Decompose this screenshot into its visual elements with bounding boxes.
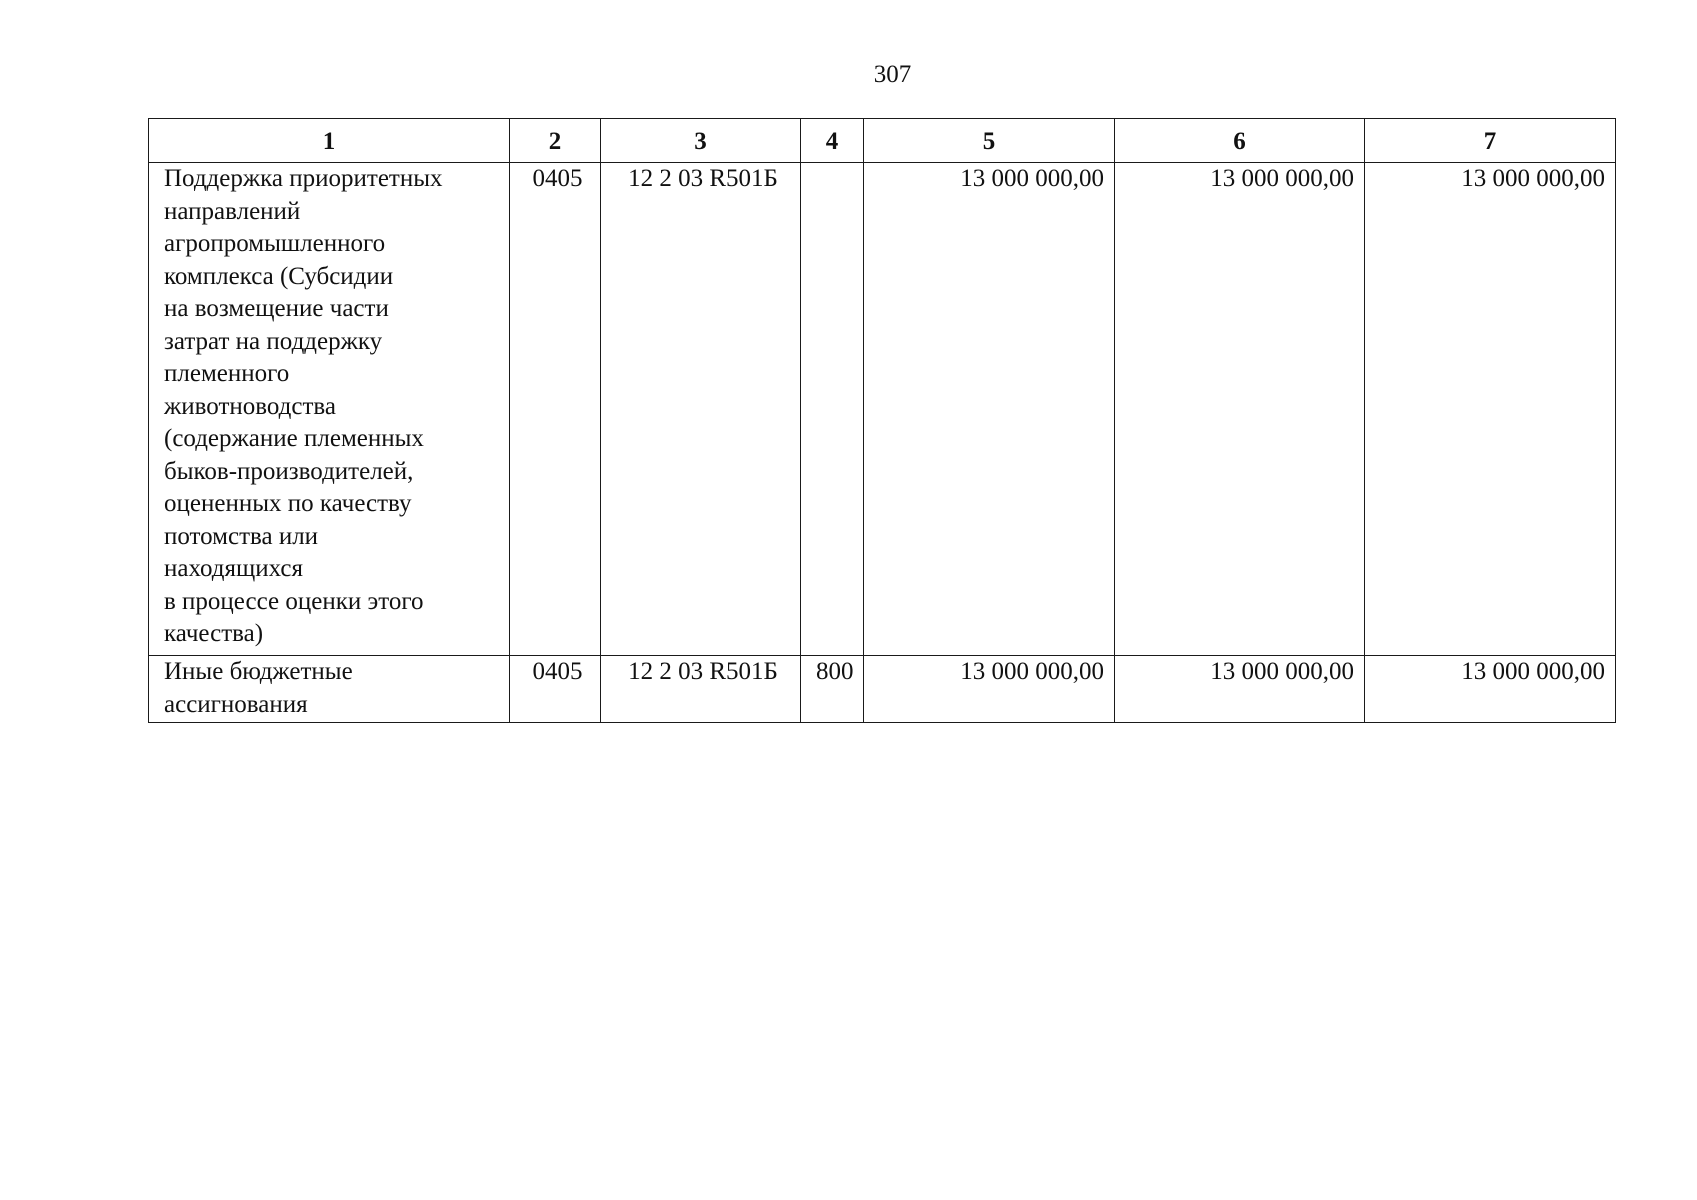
column-header-6: 6 [1115, 119, 1365, 163]
amount-cell-col7: 13 000 000,00 [1365, 163, 1616, 656]
table-row [149, 656, 1616, 723]
row-name-cell: Поддержка приоритетных направлений агропромышленного комплекса (Субсидии на возмещение части затрат на поддержку племенного животноводства (содержание племенных быков-производителей, оцененных по качеству потомства или находящихся в процессе оценки этого качества) [149, 163, 510, 656]
column-header-1: 1 [149, 119, 510, 163]
column-header-4: 4 [801, 119, 864, 163]
column-header-5: 5 [864, 119, 1115, 163]
section-code-cell: 0405 [510, 656, 601, 723]
page-number: 307 [873, 61, 912, 88]
expense-type-cell [801, 163, 864, 656]
amount-cell-col7: 13 000 000,00 [1365, 656, 1616, 723]
column-header-2: 2 [510, 119, 601, 163]
table-header-row [149, 119, 1616, 163]
column-header-3: 3 [601, 119, 801, 163]
budget-table [148, 118, 1616, 723]
amount-cell-col5: 13 000 000,00 [864, 656, 1115, 723]
target-article-cell: 12 2 03 R501Б [601, 656, 801, 723]
target-article-cell: 12 2 03 R501Б [601, 163, 801, 656]
column-header-7: 7 [1365, 119, 1616, 163]
amount-cell-col5: 13 000 000,00 [864, 163, 1115, 656]
amount-cell-col6: 13 000 000,00 [1115, 656, 1365, 723]
table-row [149, 163, 1616, 656]
expense-type-cell: 800 [801, 656, 864, 723]
row-name-cell: Иные бюджетные ассигнования [149, 656, 510, 723]
amount-cell-col6: 13 000 000,00 [1115, 163, 1365, 656]
section-code-cell: 0405 [510, 163, 601, 656]
